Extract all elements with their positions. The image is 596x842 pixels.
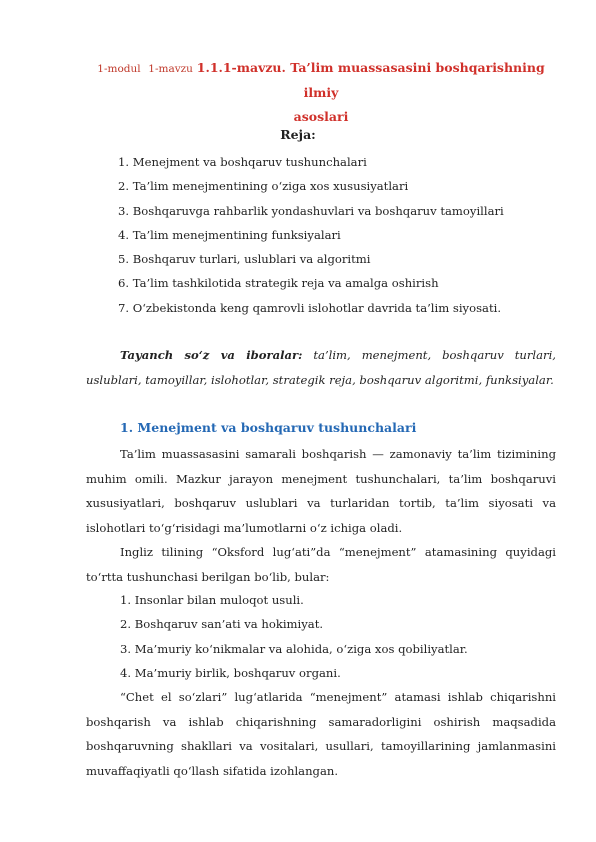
plan-item: 3. Boshqaruvga rahbarlik yondashuvlari va boshqaruv tamoyillari	[118, 203, 504, 218]
plan-item: 1. Menejment va boshqaruv tushunchalari	[118, 155, 367, 169]
plan-heading: Reja:	[280, 127, 316, 142]
keywords-paragraph	[86, 343, 556, 392]
section-heading: 1. Menejment va boshqaruv tushunchalari	[120, 420, 417, 435]
list-item: 4. Ma’muriy birlik, boshqaruv organi.	[120, 665, 341, 680]
paragraph-intro: Ta’lim muassasasini samarali boshqarish — zamonaviy ta’lim tizimining muhim omili. Mazkur jarayon menejment tushunchalari, ta’lim boshqaruvi xususiyatlari, boshqaruv uslublari va turlaridan tortib, ta’lim siyosati va islohotlari to‘g‘risidagi ma’lumotlarni o‘z ichiga oladi.	[86, 447, 556, 535]
paragraph-oxford: Ingliz tilining “Oksford lug‘ati”da “menejment” atamasining quyidagi to‘rtta tushunchasi berilgan bo‘lib, bular:	[86, 545, 556, 584]
plan-item: 6. Ta’lim tashkilotida strategik reja va amalga oshirish	[118, 276, 439, 291]
definition-list	[120, 588, 468, 685]
topic-title-line2: asoslari	[293, 109, 349, 124]
list-item: 1. Insonlar bilan muloqot usuli.	[120, 593, 304, 607]
keywords-text: ta’lim, menejment, boshqaruv turlari, uslublari, tamoyillar, islohotlar, strategik reja, boshqaruv algoritmi, funksiyalar.	[86, 348, 556, 387]
topic-title-line1: 1.1.1-mavzu. Ta’lim muassasasini boshqarishning ilmiy	[196, 60, 545, 100]
plan-item: 4. Ta’lim menejmentining funksiyalari	[118, 227, 341, 242]
plan-list	[118, 150, 504, 320]
plan-item: 2. Ta’lim menejmentining o‘ziga xos xususiyatlari	[118, 179, 409, 194]
topic-title	[86, 56, 556, 129]
list-item: 2. Boshqaruv san’ati va hokimiyat.	[120, 617, 324, 632]
plan-item: 5. Boshqaruv turlari, uslublari va algoritmi	[118, 252, 371, 267]
plan-item: 7. O‘zbekistonda keng qamrovli islohotlar davrida ta’lim siyosati.	[118, 300, 502, 315]
keywords-label: Tayanch so‘z va iboralar:	[120, 348, 303, 362]
topic-label: 1-mavzu	[148, 63, 193, 75]
module-label: 1-modul	[97, 63, 141, 75]
paragraph-foreign-words: “Chet el so‘zlari” lug‘atlarida “menejment” atamasi ishlab chiqarishni boshqarish va ishlab chiqarishning samaradorligini oshirish maqsadida boshqaruvning shakllari va vositalari, usullari, tamoyillarining jamlanmasini muvaffaqiyatli qo‘llash sifatida izohlangan.	[86, 690, 556, 778]
list-item: 3. Ma’muriy ko‘nikmalar va alohida, o‘ziga xos qobiliyatlar.	[120, 641, 468, 656]
